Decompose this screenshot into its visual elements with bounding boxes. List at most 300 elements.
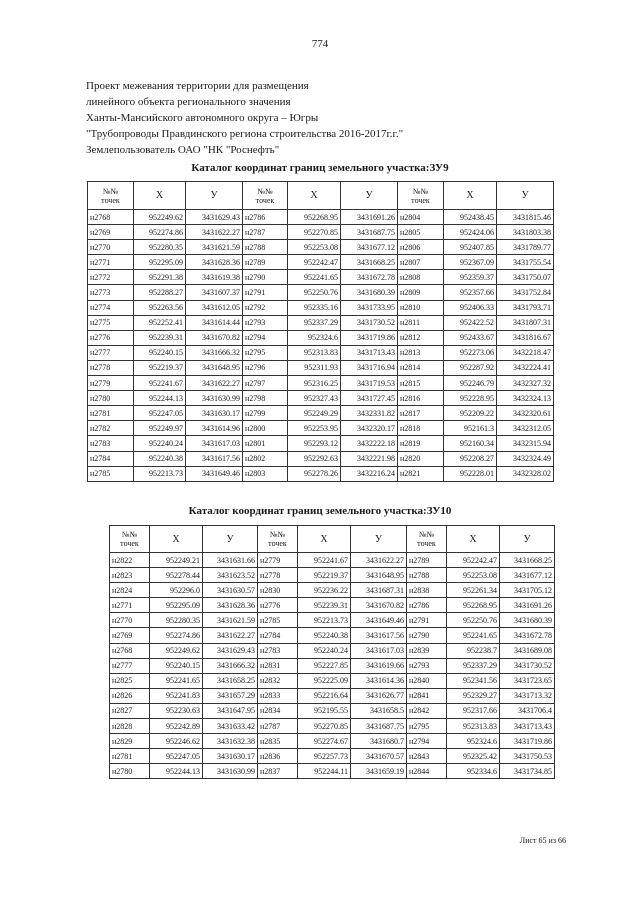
table-row <box>88 240 554 255</box>
y-coordinate-cell: 3431628.36 <box>203 598 258 613</box>
point-id-cell: н2844 <box>407 764 447 779</box>
point-id-cell: н2793 <box>243 315 288 330</box>
point-id-cell: н2841 <box>407 688 447 703</box>
table-row <box>88 255 554 270</box>
page-number: 774 <box>311 38 329 50</box>
document-header <box>86 78 403 158</box>
point-id-cell: н2780 <box>110 764 150 779</box>
x-coordinate-cell: 952240.15 <box>134 345 186 360</box>
y-coordinate-cell: 3431677.12 <box>500 568 555 583</box>
point-id-cell: н2834 <box>258 703 298 718</box>
x-coordinate-cell: 952240.15 <box>150 658 203 673</box>
y-coordinate-cell: 3431816.67 <box>497 330 554 345</box>
column-header-subtext: точек <box>411 195 430 205</box>
y-coordinate-cell: 3431750.07 <box>497 270 554 285</box>
column-header-point <box>110 526 150 553</box>
point-id-cell: н2801 <box>243 436 288 451</box>
y-coordinate-cell: 3431617.03 <box>351 643 407 658</box>
point-id-cell: н2833 <box>258 688 298 703</box>
column-header-text: У <box>521 190 529 201</box>
point-id-cell: н2805 <box>398 225 444 240</box>
y-coordinate-cell: 3431687.31 <box>351 583 407 598</box>
x-coordinate-cell: 952273.06 <box>444 345 497 360</box>
y-coordinate-cell: 3431680.39 <box>341 285 398 300</box>
point-id-cell: н2775 <box>88 315 134 330</box>
point-id-cell: н2770 <box>110 613 150 628</box>
point-id-cell: н2774 <box>88 300 134 315</box>
table-row <box>110 719 555 734</box>
x-coordinate-cell: 952161.3 <box>444 421 497 436</box>
column-header-point <box>407 526 447 553</box>
point-id-cell: н2825 <box>110 673 150 688</box>
column-header-text: №№ <box>257 186 273 196</box>
x-coordinate-cell: 952219.37 <box>134 360 186 375</box>
point-id-cell: н2768 <box>110 643 150 658</box>
y-coordinate-cell: 3431687.75 <box>341 225 398 240</box>
x-coordinate-cell: 952274.67 <box>298 734 351 749</box>
x-coordinate-cell: 952324.6 <box>288 330 341 345</box>
table-row <box>88 285 554 300</box>
point-id-cell: н2813 <box>398 345 444 360</box>
y-coordinate-cell: 3431622.27 <box>186 376 243 391</box>
point-id-cell: н2786 <box>243 210 288 225</box>
x-coordinate-cell: 952278.44 <box>150 568 203 583</box>
coordinates-table-zu9 <box>87 181 554 482</box>
x-coordinate-cell: 952249.62 <box>134 210 186 225</box>
table-row <box>110 583 555 598</box>
column-header-text: У <box>365 190 373 201</box>
table-row <box>88 210 554 225</box>
table-row <box>88 421 554 436</box>
table-row <box>88 391 554 406</box>
x-coordinate-cell: 952357.66 <box>444 285 497 300</box>
x-coordinate-cell: 952195.55 <box>298 703 351 718</box>
y-coordinate-cell: 3431691.26 <box>500 598 555 613</box>
column-header-coordinate <box>341 182 398 210</box>
column-header-point <box>398 182 444 210</box>
y-coordinate-cell: 3431713.43 <box>341 345 398 360</box>
x-coordinate-cell: 952227.85 <box>298 658 351 673</box>
y-coordinate-cell: 3431733.95 <box>341 300 398 315</box>
column-header-point <box>88 182 134 210</box>
point-id-cell: н2817 <box>398 406 444 421</box>
x-coordinate-cell: 952253.08 <box>447 568 500 583</box>
table-row <box>110 764 555 779</box>
point-id-cell: н2814 <box>398 360 444 375</box>
x-coordinate-cell: 952406.33 <box>444 300 497 315</box>
x-coordinate-cell: 952367.09 <box>444 255 497 270</box>
y-coordinate-cell: 3431617.56 <box>186 451 243 466</box>
x-coordinate-cell: 952241.65 <box>150 673 203 688</box>
column-header-subtext: точек <box>255 195 275 205</box>
point-id-cell: н2781 <box>110 749 150 764</box>
x-coordinate-cell: 952407.85 <box>444 240 497 255</box>
x-coordinate-cell: 952295.09 <box>150 598 203 613</box>
y-coordinate-cell: 3431716.94 <box>341 360 398 375</box>
x-coordinate-cell: 952287.92 <box>444 360 497 375</box>
table-row <box>88 270 554 285</box>
point-id-cell: н2784 <box>258 628 298 643</box>
y-coordinate-cell: 3431623.52 <box>203 568 258 583</box>
x-coordinate-cell: 952249.29 <box>288 406 341 421</box>
point-id-cell: н2788 <box>407 568 447 583</box>
y-coordinate-cell: 3432224.41 <box>497 360 554 375</box>
table-row <box>88 330 554 345</box>
point-id-cell: н2791 <box>407 613 447 628</box>
y-coordinate-cell: 3431680.39 <box>500 613 555 628</box>
point-id-cell: н2815 <box>398 376 444 391</box>
y-coordinate-cell: 3431658.5 <box>351 703 407 718</box>
point-id-cell: н2772 <box>88 270 134 285</box>
column-header-text: №№ <box>418 530 435 539</box>
column-header-text: №№ <box>269 530 286 539</box>
point-id-cell: н2783 <box>258 643 298 658</box>
point-id-cell: н2826 <box>110 688 150 703</box>
x-coordinate-cell: 952247.05 <box>150 749 203 764</box>
point-id-cell: н2823 <box>110 568 150 583</box>
y-coordinate-cell: 3431803.38 <box>497 225 554 240</box>
table-row <box>88 225 554 240</box>
header-line: Землепользователь ОАО "НК "Роснефть" <box>86 144 280 156</box>
point-id-cell: н2785 <box>258 613 298 628</box>
x-coordinate-cell: 952244.13 <box>150 764 203 779</box>
point-id-cell: н2804 <box>398 210 444 225</box>
y-coordinate-cell: 3431612.05 <box>186 300 243 315</box>
point-id-cell: н2812 <box>398 330 444 345</box>
point-id-cell: н2790 <box>407 628 447 643</box>
point-id-cell: н2837 <box>258 764 298 779</box>
table-row <box>110 658 555 673</box>
y-coordinate-cell: 3431614.36 <box>351 673 407 688</box>
point-id-cell: н2831 <box>258 658 298 673</box>
point-id-cell: н2784 <box>88 451 134 466</box>
table-row <box>88 451 554 466</box>
table-row <box>110 734 555 749</box>
y-coordinate-cell: 3431629.43 <box>203 643 258 658</box>
x-coordinate-cell: 952242.47 <box>288 255 341 270</box>
point-id-cell: н2785 <box>88 466 134 481</box>
x-coordinate-cell: 952291.38 <box>134 270 186 285</box>
y-coordinate-cell: 3431789.77 <box>497 240 554 255</box>
column-header-text: У <box>523 533 531 545</box>
x-coordinate-cell: 952270.85 <box>298 719 351 734</box>
x-coordinate-cell: 952324.6 <box>447 734 500 749</box>
point-id-cell: н2795 <box>243 345 288 360</box>
point-id-cell: н2829 <box>110 734 150 749</box>
table-row <box>88 360 554 375</box>
point-id-cell: н2786 <box>407 598 447 613</box>
point-id-cell: н2768 <box>88 210 134 225</box>
column-header-text: №№ <box>412 186 429 196</box>
header-line: "Трубопроводы Правдинского региона строительства 2016-2017г.г." <box>86 128 404 140</box>
point-id-cell: н2777 <box>110 658 150 673</box>
point-id-cell: н2793 <box>407 658 447 673</box>
x-coordinate-cell: 952247.05 <box>134 406 186 421</box>
point-id-cell: н2840 <box>407 673 447 688</box>
y-coordinate-cell: 3431630.17 <box>186 406 243 421</box>
y-coordinate-cell: 3432218.47 <box>497 345 554 360</box>
y-coordinate-cell: 3431622.27 <box>186 225 243 240</box>
y-coordinate-cell: 3431793.71 <box>497 300 554 315</box>
y-coordinate-cell: 3431621.59 <box>203 613 258 628</box>
column-header-coordinate <box>150 526 203 553</box>
x-coordinate-cell: 952334.6 <box>447 764 500 779</box>
x-coordinate-cell: 952261.34 <box>447 583 500 598</box>
column-header-coordinate <box>447 526 500 553</box>
column-header-coordinate <box>288 182 341 210</box>
column-header-coordinate <box>134 182 186 210</box>
y-coordinate-cell: 3431734.85 <box>500 764 555 779</box>
x-coordinate-cell: 952296.0 <box>150 583 203 598</box>
point-id-cell: н2773 <box>88 285 134 300</box>
y-coordinate-cell: 3431719.86 <box>341 330 398 345</box>
y-coordinate-cell: 3431630.17 <box>203 749 258 764</box>
column-header-text: №№ <box>121 530 138 539</box>
column-header-coordinate <box>444 182 497 210</box>
x-coordinate-cell: 952241.83 <box>150 688 203 703</box>
point-id-cell: н2809 <box>398 285 444 300</box>
point-id-cell: н2788 <box>243 240 288 255</box>
column-header-text: X <box>155 190 164 201</box>
table-row <box>110 703 555 718</box>
x-coordinate-cell: 952238.7 <box>447 643 500 658</box>
y-coordinate-cell: 3431632.38 <box>203 734 258 749</box>
x-coordinate-cell: 952422.52 <box>444 315 497 330</box>
x-coordinate-cell: 952239.31 <box>298 598 351 613</box>
x-coordinate-cell: 952240.24 <box>298 643 351 658</box>
x-coordinate-cell: 952230.63 <box>150 703 203 718</box>
y-coordinate-cell: 3432222.18 <box>341 436 398 451</box>
point-id-cell: н2778 <box>258 568 298 583</box>
column-header-subtext: точек <box>417 539 436 548</box>
y-coordinate-cell: 3431687.75 <box>351 719 407 734</box>
point-id-cell: н2827 <box>110 703 150 718</box>
y-coordinate-cell: 3431670.82 <box>351 598 407 613</box>
column-header-text: X <box>466 190 474 201</box>
y-coordinate-cell: 3431668.25 <box>341 255 398 270</box>
point-id-cell: н2799 <box>243 406 288 421</box>
y-coordinate-cell: 3431648.95 <box>186 360 243 375</box>
x-coordinate-cell: 952263.56 <box>134 300 186 315</box>
y-coordinate-cell: 3431689.08 <box>500 643 555 658</box>
y-coordinate-cell: 3432320.17 <box>341 421 398 436</box>
x-coordinate-cell: 952274.86 <box>150 628 203 643</box>
x-coordinate-cell: 952327.43 <box>288 391 341 406</box>
y-coordinate-cell: 3431631.66 <box>203 553 258 568</box>
point-id-cell: н2792 <box>243 300 288 315</box>
point-id-cell: н2771 <box>110 598 150 613</box>
y-coordinate-cell: 3431622.27 <box>203 628 258 643</box>
point-id-cell: н2770 <box>88 240 134 255</box>
table-row <box>110 553 555 568</box>
y-coordinate-cell: 3431617.03 <box>186 436 243 451</box>
y-coordinate-cell: 3431755.54 <box>497 255 554 270</box>
y-coordinate-cell: 3432327.32 <box>497 376 554 391</box>
y-coordinate-cell: 3431730.52 <box>341 315 398 330</box>
column-header-text: №№ <box>102 186 119 196</box>
x-coordinate-cell: 952433.67 <box>444 330 497 345</box>
table-row <box>110 643 555 658</box>
column-header-text: У <box>374 533 383 545</box>
y-coordinate-cell: 3432221.98 <box>341 451 398 466</box>
table-row <box>110 628 555 643</box>
table-row <box>110 749 555 764</box>
y-coordinate-cell: 3432324.13 <box>497 391 554 406</box>
y-coordinate-cell: 3431666.32 <box>203 658 258 673</box>
y-coordinate-cell: 3431619.38 <box>186 270 243 285</box>
x-coordinate-cell: 952337.29 <box>447 658 500 673</box>
y-coordinate-cell: 3431659.19 <box>351 764 407 779</box>
x-coordinate-cell: 952253.95 <box>288 421 341 436</box>
y-coordinate-cell: 3431617.56 <box>351 628 407 643</box>
point-id-cell: н2832 <box>258 673 298 688</box>
x-coordinate-cell: 952216.64 <box>298 688 351 703</box>
column-header-subtext: точек <box>120 539 139 548</box>
x-coordinate-cell: 952325.42 <box>447 749 500 764</box>
y-coordinate-cell: 3431649.46 <box>186 466 243 481</box>
table-row <box>88 466 554 481</box>
table-row <box>110 598 555 613</box>
point-id-cell: н2789 <box>407 553 447 568</box>
x-coordinate-cell: 952249.97 <box>134 421 186 436</box>
y-coordinate-cell: 3431628.36 <box>186 255 243 270</box>
y-coordinate-cell: 3431672.78 <box>341 270 398 285</box>
y-coordinate-cell: 3432324.49 <box>497 451 554 466</box>
x-coordinate-cell: 952236.22 <box>298 583 351 598</box>
y-coordinate-cell: 3431719.53 <box>341 376 398 391</box>
y-coordinate-cell: 3431815.46 <box>497 210 554 225</box>
table-row <box>88 376 554 391</box>
column-header-coordinate <box>186 182 243 210</box>
point-id-cell: н2794 <box>243 330 288 345</box>
column-header-subtext: точек <box>101 195 120 205</box>
x-coordinate-cell: 952242.89 <box>150 719 203 734</box>
x-coordinate-cell: 952280.35 <box>134 240 186 255</box>
y-coordinate-cell: 3431630.99 <box>203 764 258 779</box>
point-id-cell: н2811 <box>398 315 444 330</box>
point-id-cell: н2778 <box>88 360 134 375</box>
table-row <box>88 300 554 315</box>
point-id-cell: н2781 <box>88 406 134 421</box>
point-id-cell: н2818 <box>398 421 444 436</box>
y-coordinate-cell: 3432312.05 <box>497 421 554 436</box>
table-row <box>88 406 554 421</box>
x-coordinate-cell: 952249.62 <box>150 643 203 658</box>
x-coordinate-cell: 952268.95 <box>288 210 341 225</box>
y-coordinate-cell: 3431670.82 <box>186 330 243 345</box>
point-id-cell: н2787 <box>243 225 288 240</box>
column-header-point <box>243 182 288 210</box>
point-id-cell: н2797 <box>243 376 288 391</box>
y-coordinate-cell: 3431666.32 <box>186 345 243 360</box>
x-coordinate-cell: 952240.38 <box>298 628 351 643</box>
x-coordinate-cell: 952219.37 <box>298 568 351 583</box>
column-header-text: У <box>210 190 218 201</box>
y-coordinate-cell: 3431691.26 <box>341 210 398 225</box>
x-coordinate-cell: 952270.85 <box>288 225 341 240</box>
y-coordinate-cell: 3431672.78 <box>500 628 555 643</box>
x-coordinate-cell: 952337.29 <box>288 315 341 330</box>
x-coordinate-cell: 952241.65 <box>288 270 341 285</box>
x-coordinate-cell: 952329.27 <box>447 688 500 703</box>
x-coordinate-cell: 952208.27 <box>444 451 497 466</box>
table-row <box>88 315 554 330</box>
point-id-cell: н2810 <box>398 300 444 315</box>
y-coordinate-cell: 3431730.52 <box>500 658 555 673</box>
x-coordinate-cell: 952213.73 <box>298 613 351 628</box>
point-id-cell: н2779 <box>258 553 298 568</box>
column-header-coordinate <box>500 526 555 553</box>
y-coordinate-cell: 3431621.59 <box>186 240 243 255</box>
x-coordinate-cell: 952317.66 <box>447 703 500 718</box>
header-line: линейного объекта регионального значения <box>86 96 291 108</box>
x-coordinate-cell: 952241.67 <box>298 553 351 568</box>
y-coordinate-cell: 3431705.12 <box>500 583 555 598</box>
y-coordinate-cell: 3431622.27 <box>351 553 407 568</box>
y-coordinate-cell: 3432315.94 <box>497 436 554 451</box>
y-coordinate-cell: 3431713.43 <box>500 719 555 734</box>
x-coordinate-cell: 952244.13 <box>134 391 186 406</box>
x-coordinate-cell: 952341.56 <box>447 673 500 688</box>
point-id-cell: н2769 <box>88 225 134 240</box>
y-coordinate-cell: 3431723.65 <box>500 673 555 688</box>
x-coordinate-cell: 952250.76 <box>288 285 341 300</box>
point-id-cell: н2776 <box>88 330 134 345</box>
x-coordinate-cell: 952225.09 <box>298 673 351 688</box>
point-id-cell: н2819 <box>398 436 444 451</box>
point-id-cell: н2806 <box>398 240 444 255</box>
point-id-cell: н2798 <box>243 391 288 406</box>
x-coordinate-cell: 952278.26 <box>288 466 341 481</box>
x-coordinate-cell: 952240.24 <box>134 436 186 451</box>
point-id-cell: н2782 <box>88 421 134 436</box>
point-id-cell: н2789 <box>243 255 288 270</box>
x-coordinate-cell: 952244.11 <box>298 764 351 779</box>
point-id-cell: н2795 <box>407 719 447 734</box>
table-row <box>110 673 555 688</box>
x-coordinate-cell: 952335.16 <box>288 300 341 315</box>
point-id-cell: н2769 <box>110 628 150 643</box>
y-coordinate-cell: 3431629.43 <box>186 210 243 225</box>
y-coordinate-cell: 3431658.25 <box>203 673 258 688</box>
column-header-text: У <box>226 533 234 545</box>
y-coordinate-cell: 3431719.86 <box>500 734 555 749</box>
x-coordinate-cell: 952311.93 <box>288 360 341 375</box>
point-id-cell: н2839 <box>407 643 447 658</box>
point-id-cell: н2843 <box>407 749 447 764</box>
y-coordinate-cell: 3431647.95 <box>203 703 258 718</box>
x-coordinate-cell: 952241.67 <box>134 376 186 391</box>
y-coordinate-cell: 3431752.84 <box>497 285 554 300</box>
y-coordinate-cell: 3431713.32 <box>500 688 555 703</box>
y-coordinate-cell: 3431633.42 <box>203 719 258 734</box>
y-coordinate-cell: 3431670.57 <box>351 749 407 764</box>
column-header-point <box>258 526 298 553</box>
x-coordinate-cell: 952313.83 <box>447 719 500 734</box>
y-coordinate-cell: 3431614.44 <box>186 315 243 330</box>
x-coordinate-cell: 952316.25 <box>288 376 341 391</box>
x-coordinate-cell: 952424.06 <box>444 225 497 240</box>
x-coordinate-cell: 952228.95 <box>444 391 497 406</box>
point-id-cell: н2791 <box>243 285 288 300</box>
x-coordinate-cell: 952292.63 <box>288 451 341 466</box>
coordinates-table-zu10 <box>109 525 555 779</box>
point-id-cell: н2822 <box>110 553 150 568</box>
x-coordinate-cell: 952239.31 <box>134 330 186 345</box>
header-row <box>88 182 554 210</box>
x-coordinate-cell: 952241.65 <box>447 628 500 643</box>
column-header-coordinate <box>497 182 554 210</box>
